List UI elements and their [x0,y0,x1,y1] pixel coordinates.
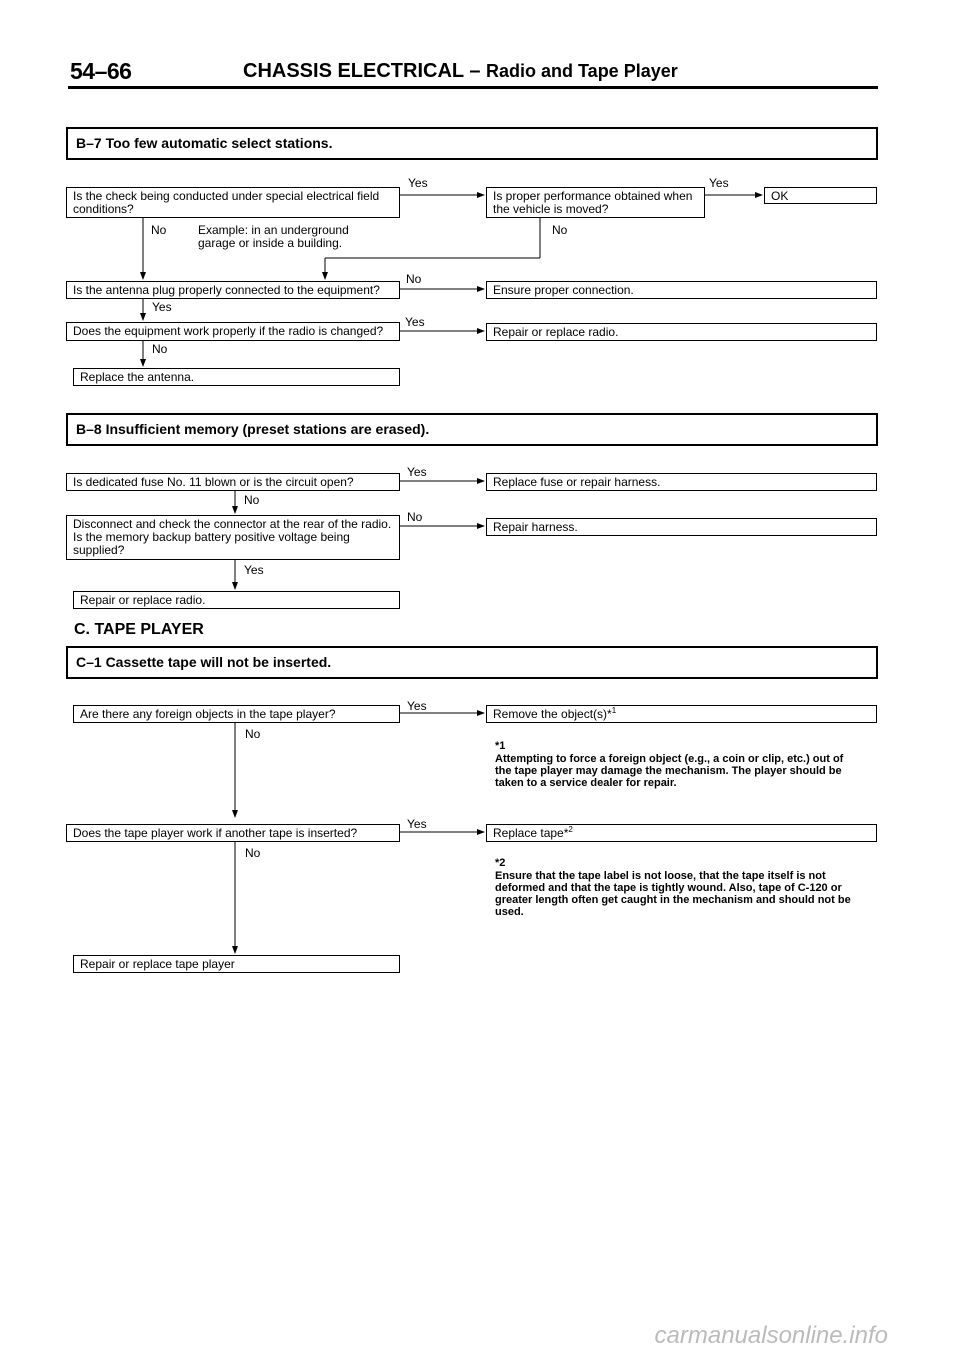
b7-result-ensure-connection: Ensure proper connection. [486,281,877,299]
b7-result-repair-radio: Repair or replace radio. [486,323,877,341]
c1-section-title: C–1 Cassette tape will not be inserted. [66,646,878,679]
b7-q2-yes-label: Yes [152,300,172,314]
b7-q3-no-label: No [152,342,168,356]
c1-q2-no-label: No [245,846,261,860]
c1-r1-text: Remove the object(s)* [493,707,612,721]
title-dash: – [469,60,481,82]
c1-note1-text: Attempting to force a foreign object (e.g., a coin or clip, etc.) out of the tape player may damage the mechanism. The player should be taken to a service dealer for repair. [495,753,844,789]
page-number: 54–66 [70,58,132,84]
b8-section-title: B–8 Insufficient memory (preset stations are erased). [66,413,878,446]
b7-r1-yes-label: Yes [709,176,729,190]
c1-result-repair-tape-player: Repair or replace tape player [73,955,400,973]
b8-result-repair-harness: Repair harness. [486,518,877,536]
footer-watermark: carmanualsonline.info [654,1322,888,1349]
b8-q2-yes-label: Yes [244,563,264,577]
c1-question-foreign-objects: Are there any foreign objects in the tape player? [73,705,400,723]
b8-question-fuse: Is dedicated fuse No. 11 blown or is the circuit open? [66,473,400,491]
c1-q1-no-label: No [245,727,261,741]
b7-q2-no-label: No [406,272,422,286]
section-subtitle: Radio and Tape Player [486,61,678,81]
b7-q3-yes-label: Yes [405,315,425,329]
c1-q1-yes-label: Yes [407,699,427,713]
b7-result-vehicle-moved: Is proper performance obtained when the vehicle is moved? [486,187,705,218]
b8-q2-no-label: No [407,510,423,524]
b7-q1-no-label: No [151,223,167,237]
section-title: CHASSIS ELECTRICAL [243,60,464,82]
b8-q1-no-label: No [244,493,260,507]
b7-question-field-conditions: Is the check being conducted under special electrical field conditions? [66,187,400,218]
c1-note2-mark: *2 [495,857,506,869]
b7-section-title: B–7 Too few automatic select stations. [66,127,878,160]
c1-result-remove-objects [486,705,877,723]
b7-no-example-note: Example: in an underground garage or inside a building. [198,223,349,250]
b8-q1-yes-label: Yes [407,465,427,479]
b8-question-backup-voltage: Disconnect and check the connector at the rear of the radio. Is the memory backup battery positive voltage being supplied? [66,515,400,560]
b7-q1-yes-label: Yes [408,176,428,190]
tape-player-heading: C. TAPE PLAYER [74,621,204,638]
c1-r2-text: Replace tape* [493,826,569,840]
c1-r2-footnote-ref: 2 [568,825,573,834]
b8-result-repair-radio: Repair or replace radio. [73,591,400,609]
b7-question-radio-changed: Does the equipment work properly if the radio is changed? [66,322,400,341]
c1-question-another-tape: Does the tape player work if another tape is inserted? [66,824,400,842]
b8-result-replace-fuse: Replace fuse or repair harness. [486,473,877,491]
c1-result-replace-tape [486,824,877,842]
b7-r1-no-label: No [552,223,568,237]
b7-ok-result: OK [764,187,877,204]
c1-note1-mark: *1 [495,740,506,752]
c1-q2-yes-label: Yes [407,817,427,831]
c1-r1-footnote-ref: 1 [611,706,617,715]
b7-result-replace-antenna: Replace the antenna. [73,368,400,386]
b7-question-antenna-plug: Is the antenna plug properly connected to the equipment? [66,281,400,299]
c1-note2-text: Ensure that the tape label is not loose, that the tape itself is not deformed and that the tape is tightly wound. Also, tape of C-120 or greater length often get caught in the mechanism and should not be used. [495,870,851,918]
